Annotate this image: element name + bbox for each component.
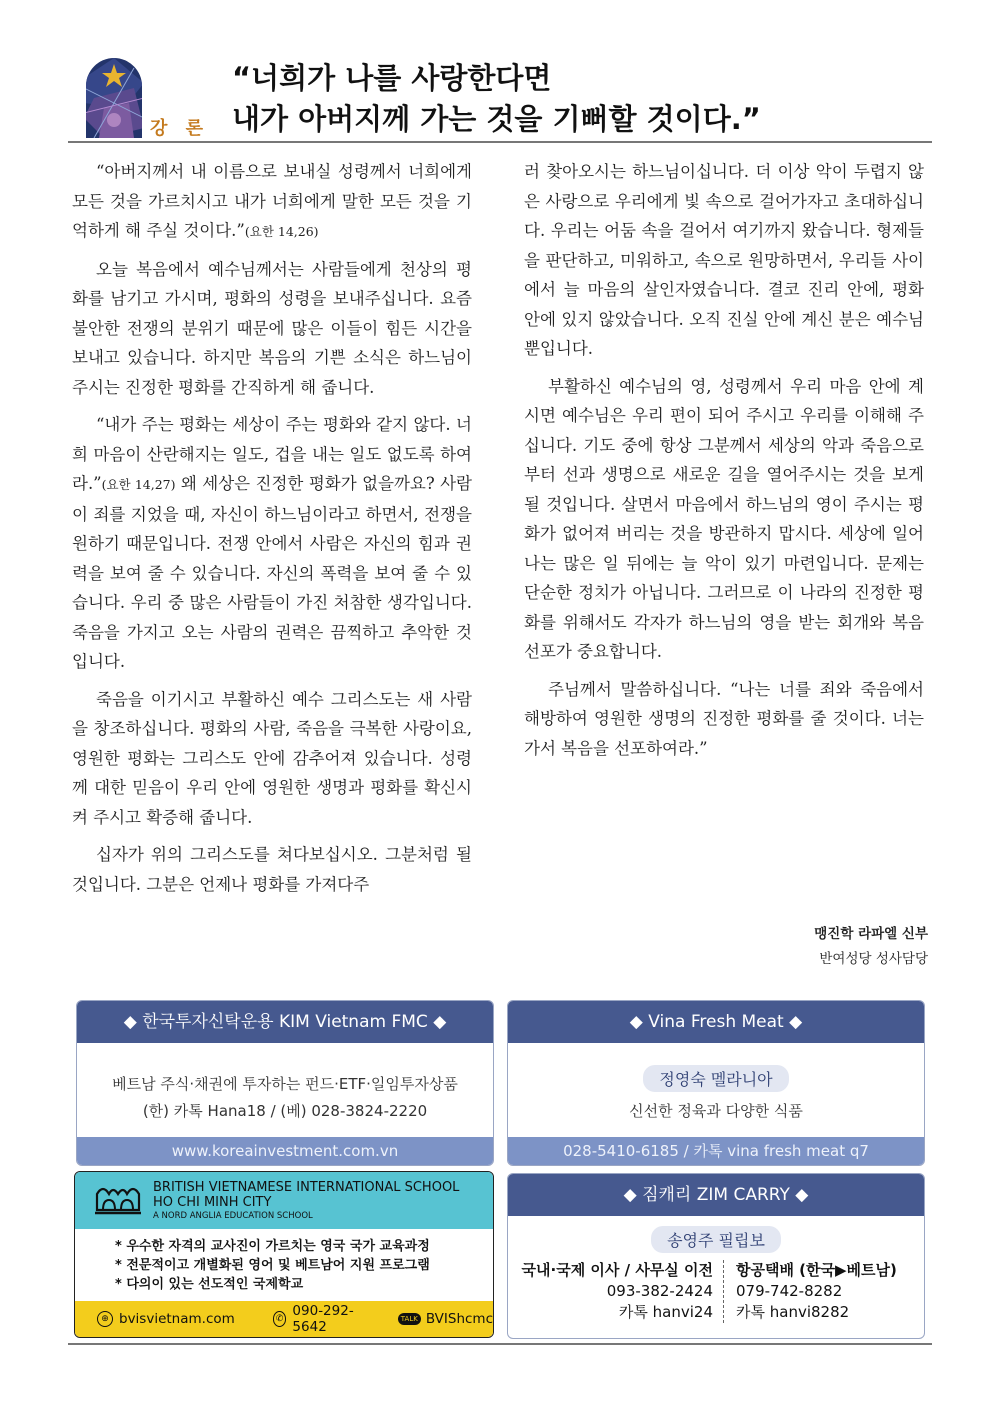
globe-icon: ⊕ — [97, 1311, 113, 1327]
phone-number: 079-742-8282 — [736, 1282, 843, 1300]
school-tagline: A NORD ANGLIA EDUCATION SCHOOL — [153, 1211, 313, 1221]
sermon-right-column — [524, 157, 924, 771]
paragraph-text: “내가 주는 평화는 세상이 주는 평화와 같지 않다. 너희 마음이 산란해지는 일도, 겁을 내는 일도 없도록 하여라.” — [72, 415, 472, 493]
phone-number: 093-382-2424 — [606, 1282, 713, 1300]
service-heading: 국내·국제 이사 / 사무실 이전 — [521, 1261, 713, 1279]
ad-contact: (한) 카톡 Hana18 / (베) 028-3824-2220 — [142, 1102, 428, 1120]
ad-contact-footer: 028-5410-6185 / 카톡 vina fresh meat q7 — [508, 1137, 924, 1165]
ad-title: ◆ 한국투자신탁운용 KIM Vietnam FMC ◆ — [77, 1001, 493, 1043]
paragraph: 주님께서 말씀하십니다. “나는 너를 죄와 죽음에서 해방하여 영원한 생명의 진정한 평화를 줄 것이다. 너는 가서 복음을 선포하여라.” — [524, 679, 924, 758]
paragraph: 오늘 복음에서 예수님께서는 사람들에게 천상의 평화를 남기고 가시며, 평화의 성령을 보내주십니다. 요즘 불안한 전쟁의 분위기 때문에 많은 이들이 힘든 시간을 보내고 있습니다. 하지만 복음의 기쁜 소식은 하느님이 주시는 진정한 평화를 간직하게 해 줍니다. — [72, 259, 472, 397]
paragraph-text: 왜 세상은 진정한 평화가 없을까요? 사람이 죄를 지었을 때, 자신이 하느님이라고 하면서, 전쟁을 원하기 때문입니다. 전쟁 안에서 사람은 자신의 힘과 권력을 보여 줄 수 있습니다. 자신의 폭력을 보여 줄 수 있습니다. 우리 중 많은 사람들이 가진 처참한 생각입니다. 죽음을 가지고 오는 사람의 권력은 끔찍하고 추악한 것입니다. — [72, 474, 472, 671]
phone-text: 090-292-5642 — [292, 1303, 354, 1335]
author-role: 반여성당 성사담당 — [819, 951, 928, 967]
kakaotalk-id: 카톡 hanvi24 — [618, 1303, 713, 1321]
phone-icon: ✆ — [273, 1311, 287, 1327]
signature — [814, 922, 928, 972]
bullet-item: * 다의이 있는 선도적인 국제학교 — [115, 1277, 304, 1292]
bullet-item: * 우수한 자격의 교사진이 가르치는 영국 국가 교육과정 — [115, 1239, 430, 1254]
bible-reference: (요한 14,27) — [101, 477, 176, 492]
school-website[interactable] — [97, 1311, 235, 1327]
title-line-2: 내가 아버지께 가는 것을 기뻐할 것이다.” — [232, 102, 761, 136]
ad-text: 베트남 주식·채권에 투자하는 펀드·ETF·일임투자상품 — [112, 1075, 458, 1093]
church-window-logo — [84, 58, 144, 138]
paragraph: 십자가 위의 그리스도를 쳐다보십시오. 그분처럼 될 것입니다. 그분은 언제나 평화를 가져다주 — [72, 845, 472, 894]
paragraph — [72, 157, 472, 247]
ad-title: ◆ 짐캐리 ZIM CARRY ◆ — [508, 1174, 924, 1216]
ad-website-link[interactable]: www.koreainvestment.com.vn — [77, 1137, 493, 1165]
kakaotalk-text: BVIShcmc — [425, 1311, 493, 1327]
sermon-left-column — [72, 157, 472, 907]
school-kakaotalk[interactable] — [398, 1311, 493, 1327]
paragraph: 러 찾아오시는 하느님이십니다. 더 이상 악이 두렵지 않은 사랑으로 우리에게 빛 속으로 걸어가자고 초대하십니다. 우리는 어둠 속을 걸어서 여기까지 왔습니다. 형제들을 판단하고, 미워하고, 속으로 원망하면서, 우리들 사이에서 늘 마음의 살인자였습니다. 결코 진리 안에, 평화 안에 있지 않았습니다. 오직 진실 안에 계신 분은 예수님뿐입니다. — [524, 162, 924, 358]
bible-reference: (요한 14,26) — [244, 224, 319, 239]
bullet-item: * 전문적이고 개별화된 영어 및 베트남어 지원 프로그램 — [115, 1258, 430, 1273]
ad-kim-vietnam — [76, 1000, 494, 1166]
school-phone[interactable] — [273, 1303, 372, 1335]
paragraph-text: “아버지께서 내 이름으로 보내실 성령께서 너희에게 모든 것을 가르치시고 내가 너희에게 말한 모든 것을 기억하게 해 주실 것이다.” — [72, 162, 472, 240]
service-heading: 항공택배 (한국▶베트남) — [736, 1261, 897, 1279]
school-name: BRITISH VIETNAMESE INTERNATIONAL SCHOOL — [153, 1180, 460, 1195]
contact-person: 송영주 필립보 — [651, 1226, 781, 1253]
title-line-1: “너희가 나를 사랑한다면 — [232, 61, 552, 95]
kakaotalk-id: 카톡 hanvi8282 — [736, 1303, 850, 1321]
paragraph: 부활하신 예수님의 영, 성령께서 우리 마음 안에 계시면 예수님은 우리 편이 되어 주시고 우리를 이해해 주십니다. 기도 중에 항상 그분께서 세상의 악과 죽음으로부터 선과 생명으로 새로운 길을 열어주시는 것을 보게 될 것입니다. 살면서 마음에서 하느님의 영이 주시는 평화가 없어져 버리는 것을 방관하지 맙시다. 세상에 일어나는 많은 일 뒤에는 늘 악이 있기 마련입니다. 문제는 단순한 정치가 아닙니다. 그러므로 이 나라의 진정한 평화를 위해서도 각자가 하느님의 영을 받는 회개와 복음선포가 중요합니다. — [524, 376, 924, 661]
author-name: 맹진학 라파엘 신부 — [814, 926, 928, 942]
paragraph: 죽음을 이기시고 부활하신 예수 그리스도는 새 사람을 창조하십니다. 평화의 사람, 죽음을 극복한 사랑이요, 영원한 평화는 그리스도 안에 감추어져 있습니다. 성령께 대한 믿음이 우리 안에 영원한 생명과 평화를 확신시켜 주시고 확증해 줍니다. — [72, 689, 472, 827]
header-divider — [68, 141, 932, 143]
ad-text: 신선한 정육과 다양한 식품 — [629, 1102, 803, 1120]
ad-vina-fresh-meat — [507, 1000, 925, 1166]
paragraph — [72, 410, 472, 677]
ad-zim-carry — [507, 1173, 925, 1339]
website-text: bvisvietnam.com — [119, 1311, 235, 1327]
contact-person: 정영숙 멜라니아 — [643, 1065, 788, 1092]
talk-icon: TALK — [398, 1313, 421, 1325]
crown-logo-icon — [93, 1182, 143, 1218]
ad-title: ◆ Vina Fresh Meat ◆ — [508, 1001, 924, 1043]
footer-divider — [68, 1343, 932, 1345]
section-label: 강 론 — [150, 118, 210, 139]
school-city: HO CHI MINH CITY — [153, 1195, 272, 1210]
ad-bvis-school — [74, 1171, 494, 1338]
page-title — [232, 58, 761, 140]
